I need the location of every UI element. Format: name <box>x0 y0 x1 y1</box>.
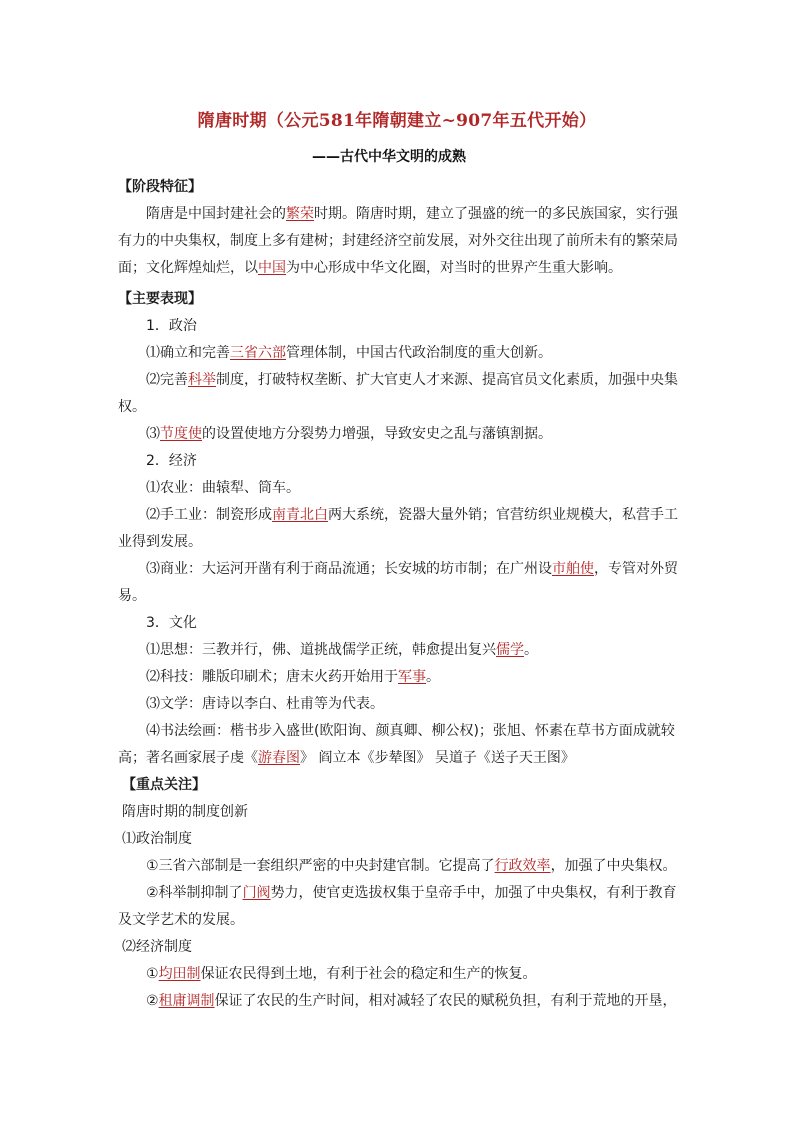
culture-item-2 <box>118 664 684 691</box>
subsection-politics: 1．政治 <box>146 318 197 334</box>
keyword-link[interactable]: 繁荣 <box>286 206 314 222</box>
subsection-culture: 3．文化 <box>146 615 197 631</box>
text-segment: 。 <box>426 669 440 685</box>
document-body <box>118 174 684 1015</box>
politics-item-1 <box>118 340 684 367</box>
text-segment: 制度，打破特权垄断、扩大官吏人才来源、提高官员文化素质，加强中央集权。 <box>118 372 678 415</box>
text-segment: ②科举制抑制了 <box>146 885 243 901</box>
culture-item-4 <box>118 718 684 772</box>
section-heading-focus: 【重点关注】 <box>122 777 206 793</box>
focus-politics-item-2 <box>118 880 684 934</box>
text-segment: 保证了农民的生产时间，相对减轻了农民的赋税负担，有利于荒地的开垦， <box>214 993 677 1009</box>
text-segment: 。 <box>524 642 538 658</box>
text-segment: ⑴确立和完善 <box>146 345 230 361</box>
keyword-link[interactable]: 军事 <box>398 669 426 685</box>
text-segment: 保证农民得到土地，有利于社会的稳定和生产的恢复。 <box>200 966 537 982</box>
text-segment: 两大系统，瓷器大量外销；官营纺织业规模大，私营手工业得到发展。 <box>118 507 678 550</box>
text-segment: 的设置使地方分裂势力增强，导致安史之乱与藩镇割据。 <box>202 426 552 442</box>
keyword-link[interactable]: 科举 <box>188 372 216 388</box>
economy-item-2 <box>118 502 684 556</box>
keyword-link[interactable]: 南青北白 <box>272 507 328 523</box>
text-segment: ① <box>146 966 159 982</box>
focus-economy-item-2 <box>118 988 684 1015</box>
section-heading-main: 【主要表现】 <box>118 291 202 307</box>
keyword-link[interactable]: 门阀 <box>242 885 271 901</box>
culture-item-3: ⑶文学：唐诗以李白、杜甫等为代表。 <box>146 696 384 712</box>
text-segment: ①三省六部制是一套组织严密的中央封建官制。它提高了 <box>146 858 495 874</box>
keyword-link[interactable]: 中国 <box>258 260 286 276</box>
focus-economy-item-1 <box>118 961 684 988</box>
economy-item-1: ⑴农业：曲辕犁、筒车。 <box>146 480 300 496</box>
focus-topic: 隋唐时期的制度创新 <box>122 804 248 820</box>
politics-item-3 <box>118 421 684 448</box>
section-heading-stage: 【阶段特征】 <box>118 179 202 195</box>
text-segment: ⑷书法绘画：楷书步入盛世(欧阳询、颜真卿、柳公权)；张旭、怀素在草书方面成就较高；著名画家展子虔《 <box>118 723 675 766</box>
economy-item-3 <box>118 556 684 610</box>
text-segment: ⑴思想：三教并行，佛、道挑战儒学正统，韩愈提出复兴 <box>146 642 496 658</box>
text-segment: 时期。隋唐时期，建立了强盛的统一的多民族国家，实行强有力的中央集权，制度上多有建树；封建经济空前发展，对外交往出现了前所未有的繁荣局面；文化辉煌灿烂，以 <box>118 206 678 276</box>
keyword-link[interactable]: 市舶使 <box>552 561 594 577</box>
text-segment: ⑵手工业：制瓷形成 <box>146 507 272 523</box>
focus-politics-item-1 <box>118 853 684 880</box>
keyword-link[interactable]: 节度使 <box>160 426 202 442</box>
text-segment: ，专管对外贸易。 <box>118 561 678 604</box>
text-segment: ② <box>146 993 159 1009</box>
focus-economy-title: ⑵经济制度 <box>122 939 192 955</box>
subsection-economy: 2．经济 <box>146 453 197 469</box>
text-segment: 管理体制，中国古代政治制度的重大创新。 <box>286 345 552 361</box>
stage-paragraph <box>118 201 684 282</box>
keyword-link[interactable]: 三省六部 <box>230 345 286 361</box>
politics-item-2 <box>118 367 684 421</box>
text-segment: 为中心形成中华文化圈，对当时的世界产生重大影响。 <box>286 260 622 276</box>
text-segment: 》 阎立本《步辇图》 吴道子《送子天王图》 <box>300 750 575 766</box>
text-segment: ，加强了中央集权。 <box>550 858 677 874</box>
focus-politics-title: ⑴政治制度 <box>122 831 192 847</box>
keyword-link[interactable]: 游春图 <box>258 750 300 766</box>
culture-item-1 <box>118 637 684 664</box>
keyword-link[interactable]: 儒学 <box>496 642 524 658</box>
text-segment: ⑵完善 <box>146 372 188 388</box>
text-segment: 隋唐是中国封建社会的 <box>146 206 286 222</box>
text-segment: ⑶ <box>146 426 160 442</box>
keyword-link[interactable]: 行政效率 <box>494 858 551 874</box>
page-title: 隋唐时期（公元581年隋朝建立~907年五代开始） <box>197 111 597 131</box>
keyword-link[interactable]: 均田制 <box>158 966 201 982</box>
keyword-link[interactable]: 租庸调制 <box>158 993 215 1009</box>
text-segment: ⑶商业：大运河开凿有利于商品流通；长安城的坊市制；在广州设 <box>146 561 552 577</box>
text-segment: 势力，使官吏选拔权集于皇帝手中，加强了中央集权，有利于教育及文学艺术的发展。 <box>118 885 677 928</box>
page-subtitle: ——古代中华文明的成熟 <box>312 149 466 165</box>
text-segment: ⑵科技：雕版印刷术；唐末火药开始用于 <box>146 669 398 685</box>
